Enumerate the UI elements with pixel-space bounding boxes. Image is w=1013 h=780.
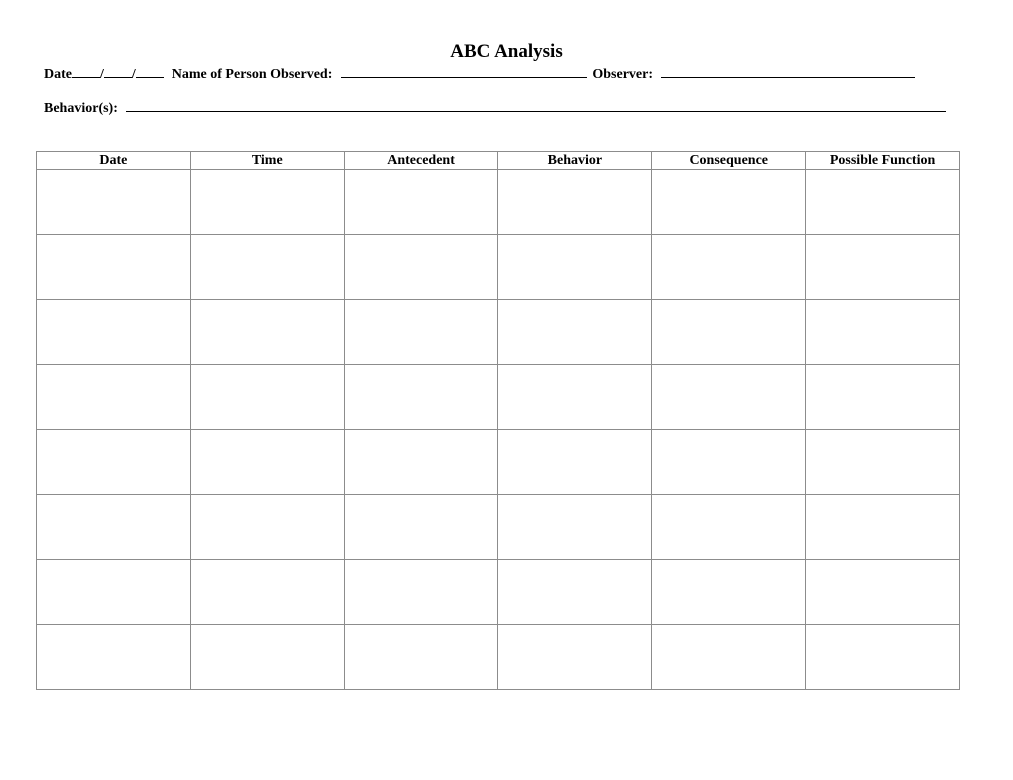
column-header-time: Time	[190, 152, 344, 170]
cell-behavior[interactable]	[498, 495, 652, 560]
cell-antecedent[interactable]	[344, 430, 498, 495]
cell-time[interactable]	[190, 495, 344, 560]
cell-time[interactable]	[190, 300, 344, 365]
cell-consequence[interactable]	[652, 625, 806, 690]
cell-date[interactable]	[37, 365, 191, 430]
date-year-field[interactable]	[136, 64, 164, 78]
cell-antecedent[interactable]	[344, 235, 498, 300]
cell-date[interactable]	[37, 300, 191, 365]
cell-consequence[interactable]	[652, 170, 806, 235]
cell-antecedent[interactable]	[344, 560, 498, 625]
cell-consequence[interactable]	[652, 560, 806, 625]
table-row	[37, 625, 960, 690]
table-row	[37, 170, 960, 235]
cell-antecedent[interactable]	[344, 170, 498, 235]
form-title: ABC Analysis	[450, 41, 563, 62]
cell-consequence[interactable]	[652, 235, 806, 300]
cell-possible-function[interactable]	[806, 560, 960, 625]
cell-date[interactable]	[37, 170, 191, 235]
cell-date[interactable]	[37, 560, 191, 625]
cell-possible-function[interactable]	[806, 625, 960, 690]
date-separator: /	[100, 67, 104, 82]
table-row	[37, 300, 960, 365]
cell-possible-function[interactable]	[806, 170, 960, 235]
cell-time[interactable]	[190, 365, 344, 430]
cell-antecedent[interactable]	[344, 625, 498, 690]
cell-possible-function[interactable]	[806, 300, 960, 365]
table-row	[37, 365, 960, 430]
behaviors-row	[44, 98, 946, 118]
column-header-antecedent: Antecedent	[344, 152, 498, 170]
cell-possible-function[interactable]	[806, 430, 960, 495]
header-fields-row	[44, 64, 915, 84]
date-month-field[interactable]	[72, 64, 100, 78]
cell-behavior[interactable]	[498, 235, 652, 300]
cell-consequence[interactable]	[652, 495, 806, 560]
table-row	[37, 430, 960, 495]
column-header-consequence: Consequence	[652, 152, 806, 170]
table-body	[37, 170, 960, 690]
cell-time[interactable]	[190, 170, 344, 235]
column-header-possible-function: Possible Function	[806, 152, 960, 170]
cell-time[interactable]	[190, 560, 344, 625]
cell-date[interactable]	[37, 495, 191, 560]
table-row	[37, 560, 960, 625]
cell-behavior[interactable]	[498, 300, 652, 365]
date-label: Date	[44, 67, 72, 82]
behaviors-label: Behavior(s):	[44, 101, 118, 116]
table-row	[37, 495, 960, 560]
cell-date[interactable]	[37, 625, 191, 690]
behaviors-field[interactable]	[126, 98, 946, 112]
cell-possible-function[interactable]	[806, 365, 960, 430]
table-row	[37, 235, 960, 300]
cell-behavior[interactable]	[498, 430, 652, 495]
cell-possible-function[interactable]	[806, 235, 960, 300]
cell-antecedent[interactable]	[344, 300, 498, 365]
observer-field[interactable]	[661, 64, 915, 78]
date-separator: /	[131, 67, 136, 82]
cell-consequence[interactable]	[652, 430, 806, 495]
column-header-date: Date	[37, 152, 191, 170]
cell-behavior[interactable]	[498, 560, 652, 625]
cell-consequence[interactable]	[652, 365, 806, 430]
cell-date[interactable]	[37, 235, 191, 300]
abc-table	[36, 151, 960, 690]
cell-antecedent[interactable]	[344, 365, 498, 430]
cell-behavior[interactable]	[498, 625, 652, 690]
cell-consequence[interactable]	[652, 300, 806, 365]
cell-time[interactable]	[190, 625, 344, 690]
observer-label: Observer:	[592, 67, 654, 82]
cell-antecedent[interactable]	[344, 495, 498, 560]
cell-time[interactable]	[190, 235, 344, 300]
table-header-row	[37, 152, 960, 170]
cell-time[interactable]	[190, 430, 344, 495]
column-header-behavior: Behavior	[498, 152, 652, 170]
cell-behavior[interactable]	[498, 170, 652, 235]
cell-behavior[interactable]	[498, 365, 652, 430]
cell-date[interactable]	[37, 430, 191, 495]
cell-possible-function[interactable]	[806, 495, 960, 560]
person-observed-label: Name of Person Observed:	[171, 67, 333, 82]
date-day-field[interactable]	[104, 64, 132, 78]
person-observed-field[interactable]	[341, 64, 587, 78]
abc-table-container	[36, 151, 960, 690]
